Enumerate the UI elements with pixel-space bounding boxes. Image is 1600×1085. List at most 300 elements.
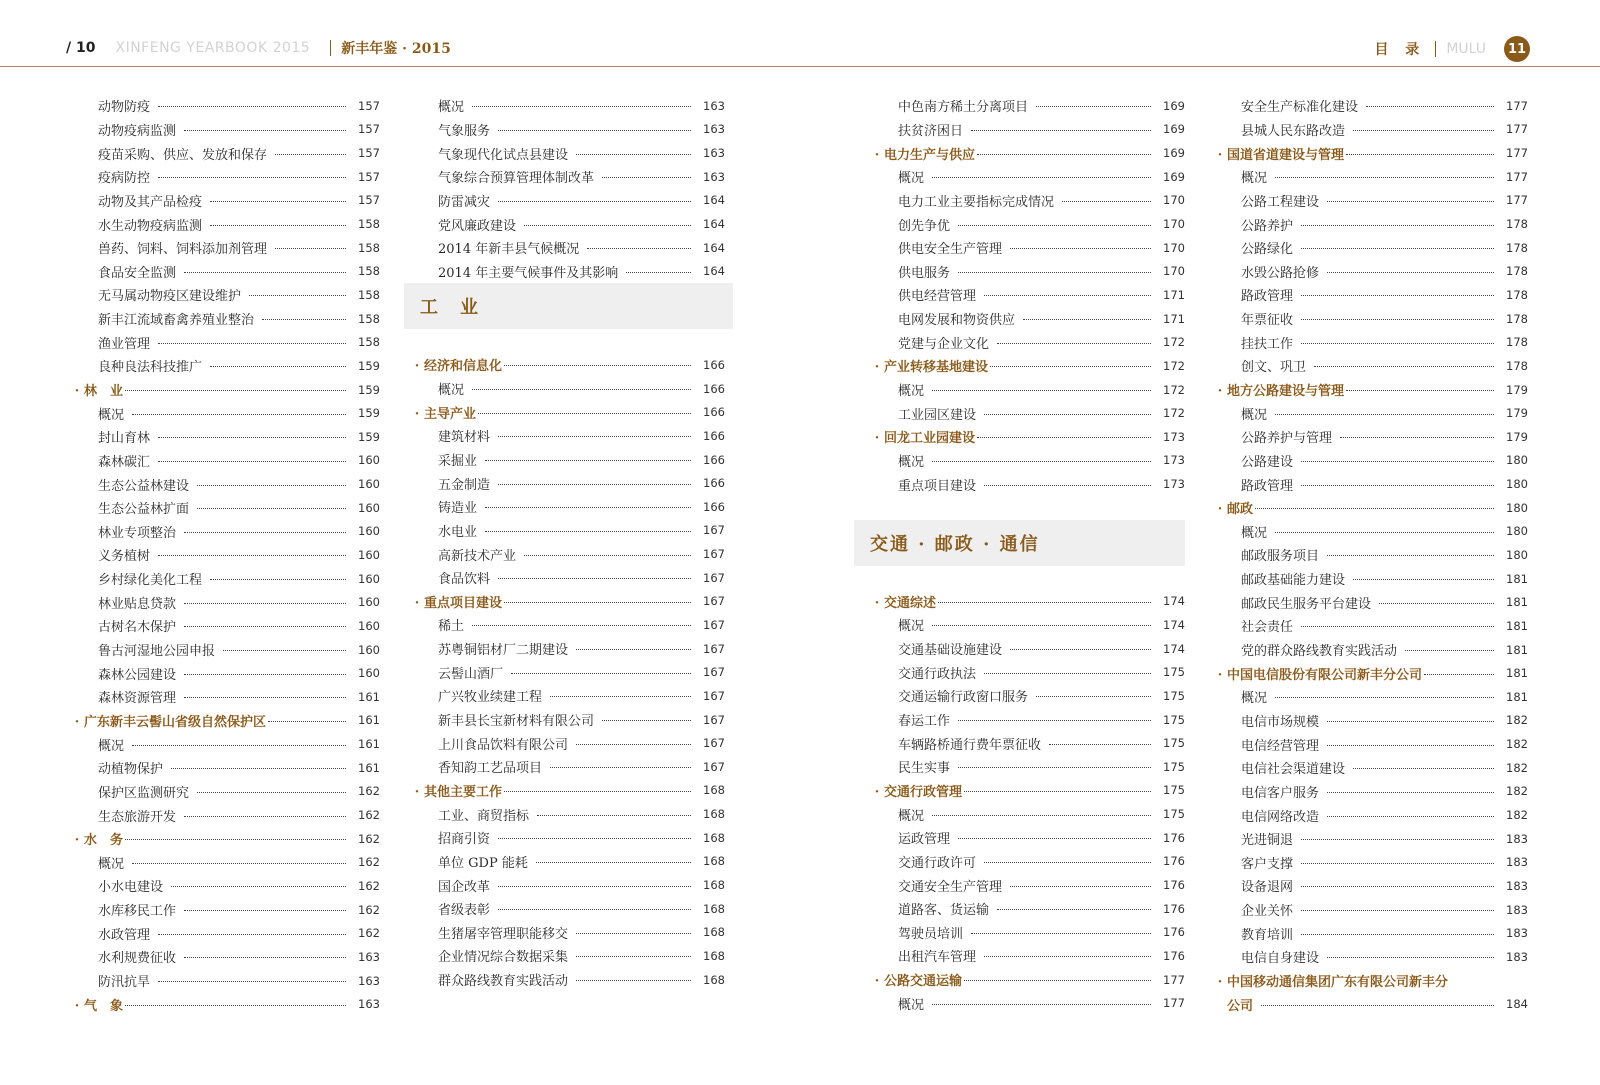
toc-entry-title: 防雷减灾 <box>438 194 491 210</box>
toc-entry[interactable] <box>72 425 380 449</box>
toc-section-entry[interactable] <box>412 779 725 803</box>
toc-entry-title: · 国道省道建设与管理 <box>1215 144 1344 163</box>
toc-entry[interactable] <box>872 684 1185 708</box>
dot-leader <box>223 650 346 651</box>
dot-leader <box>498 578 691 579</box>
dot-leader <box>472 389 691 390</box>
toc-entry[interactable] <box>412 448 725 472</box>
dot-leader <box>511 673 691 674</box>
toc-section-entry[interactable] <box>1215 141 1528 165</box>
toc-page-number: 166 <box>703 499 725 514</box>
toc-page-number: 162 <box>358 855 380 870</box>
toc-page-number: 161 <box>358 760 380 775</box>
toc-section-entry[interactable] <box>872 354 1185 378</box>
toc-page-number: 174 <box>1163 641 1185 656</box>
toc-entry[interactable] <box>1215 543 1528 567</box>
toc-entry[interactable] <box>72 567 380 591</box>
toc-entry[interactable] <box>1215 732 1528 756</box>
dot-leader <box>210 366 346 367</box>
toc-entry[interactable] <box>872 472 1185 496</box>
toc-entry[interactable] <box>412 826 725 850</box>
toc-page-number: 175 <box>1163 688 1185 703</box>
toc-entry[interactable] <box>872 826 1185 850</box>
toc-page-number: 175 <box>1163 712 1185 727</box>
toc-entry-title: 供电安全生产管理 <box>898 242 1003 258</box>
toc-entry[interactable] <box>1215 259 1528 283</box>
toc-page-number: 178 <box>1506 335 1528 350</box>
toc-section-entry[interactable] <box>72 992 380 1016</box>
dot-leader <box>602 177 691 178</box>
toc-page-number: 179 <box>1506 406 1528 421</box>
toc-entry[interactable] <box>872 307 1185 331</box>
toc-entry[interactable] <box>872 991 1185 1015</box>
toc-entry[interactable] <box>1215 165 1528 189</box>
toc-entry[interactable] <box>872 378 1185 402</box>
toc-page-number: 176 <box>1163 948 1185 963</box>
toc-entry-title: 重点项目建设 <box>898 478 977 494</box>
toc-entry[interactable] <box>1215 827 1528 851</box>
toc-section-entry[interactable] <box>872 590 1185 614</box>
dot-leader <box>184 697 346 698</box>
toc-entry[interactable] <box>72 921 380 945</box>
toc-entry[interactable] <box>72 94 380 118</box>
toc-entry[interactable] <box>872 613 1185 637</box>
dot-leader <box>1275 177 1494 178</box>
toc-entry[interactable] <box>1215 756 1528 780</box>
toc-page-number: 163 <box>358 949 380 964</box>
toc-page-number: 181 <box>1506 571 1528 586</box>
toc-entry[interactable] <box>872 330 1185 354</box>
toc-entry[interactable] <box>872 449 1185 473</box>
toc-entry-title: 客户支撑 <box>1241 856 1294 872</box>
toc-entry[interactable] <box>872 755 1185 779</box>
toc-entry[interactable] <box>72 780 380 804</box>
toc-section-entry[interactable] <box>1215 378 1528 402</box>
dot-leader <box>1301 934 1494 935</box>
toc-entry[interactable] <box>72 756 380 780</box>
toc-entry-title: 高新技术产业 <box>438 548 517 564</box>
toc-entry-title: · 回龙工业园建设 <box>872 427 975 446</box>
toc-entry[interactable] <box>412 259 725 283</box>
toc-entry[interactable] <box>412 566 725 590</box>
toc-section-entry[interactable] <box>412 590 725 614</box>
toc-page-number: 170 <box>1163 193 1185 208</box>
toc-entry-title: 邮政服务项目 <box>1241 549 1320 565</box>
dot-leader <box>984 295 1151 296</box>
toc-entry[interactable] <box>1215 94 1528 118</box>
toc-entry[interactable] <box>872 708 1185 732</box>
toc-entry-title: 动物及其产品检疫 <box>98 194 203 210</box>
toc-entry[interactable] <box>72 969 380 993</box>
toc-entry[interactable] <box>412 731 725 755</box>
toc-entry[interactable] <box>1215 449 1528 473</box>
toc-page-number: 179 <box>1506 382 1528 397</box>
toc-page-number: 160 <box>358 524 380 539</box>
toc-page-number: 172 <box>1163 382 1185 397</box>
toc-entry[interactable] <box>412 471 725 495</box>
toc-entry[interactable] <box>412 141 725 165</box>
toc-section-entry[interactable] <box>1215 496 1528 520</box>
toc-page-number: 172 <box>1163 406 1185 421</box>
toc-entry[interactable] <box>72 803 380 827</box>
toc-entry[interactable] <box>72 520 380 544</box>
toc-entry-title: 公路养护与管理 <box>1241 431 1333 447</box>
toc-page-number: 160 <box>358 477 380 492</box>
toc-entry[interactable] <box>872 731 1185 755</box>
toc-entry[interactable] <box>72 661 380 685</box>
toc-entry[interactable] <box>412 708 725 732</box>
toc-entry[interactable] <box>412 495 725 519</box>
toc-entry-title: · 邮政 <box>1215 498 1253 517</box>
toc-page-number: 168 <box>703 854 725 869</box>
toc-page-number: 175 <box>1163 665 1185 680</box>
toc-entry-title: 概况 <box>898 997 925 1013</box>
toc-entry-title: 概况 <box>1241 525 1268 541</box>
toc-entry[interactable] <box>1215 212 1528 236</box>
dot-leader <box>1327 745 1494 746</box>
toc-page-number: 166 <box>703 381 725 396</box>
toc-page-number: 183 <box>1506 855 1528 870</box>
toc-entry-title: 邮政民生服务平台建设 <box>1241 596 1372 612</box>
toc-page-number: 177 <box>1506 169 1528 184</box>
dot-leader <box>1275 697 1494 698</box>
toc-entry[interactable] <box>412 873 725 897</box>
toc-entry[interactable] <box>1215 590 1528 614</box>
toc-entry[interactable] <box>72 401 380 425</box>
toc-entry[interactable] <box>412 212 725 236</box>
toc-entry-title: 交通行政许可 <box>898 855 977 871</box>
toc-entry[interactable] <box>72 638 380 662</box>
dot-leader <box>1353 130 1494 131</box>
toc-entry-title: 气象服务 <box>438 123 491 139</box>
toc-page-number: 184 <box>1506 997 1528 1012</box>
toc-entry[interactable] <box>872 189 1185 213</box>
toc-section-entry[interactable] <box>1215 992 1528 1016</box>
toc-entry-title: 电信经营管理 <box>1241 738 1320 754</box>
dot-leader <box>997 343 1151 344</box>
toc-entry[interactable] <box>72 236 380 260</box>
toc-page-number: 162 <box>358 808 380 823</box>
toc-entry[interactable] <box>872 259 1185 283</box>
toc-entry[interactable] <box>72 449 380 473</box>
toc-entry-title: 森林公园建设 <box>98 667 177 683</box>
toc-entry[interactable] <box>1215 921 1528 945</box>
toc-page-number: 164 <box>703 264 725 279</box>
toc-entry-title: · 经济和信息化 <box>412 355 502 374</box>
dot-leader <box>576 980 691 981</box>
chapter-heading: 工 业 <box>404 283 733 329</box>
toc-entry[interactable] <box>1215 874 1528 898</box>
toc-entry[interactable] <box>72 874 380 898</box>
dot-leader <box>498 909 691 910</box>
toc-page-number: 183 <box>1506 902 1528 917</box>
toc-entry[interactable] <box>72 189 380 213</box>
toc-entry[interactable] <box>72 118 380 142</box>
toc-entry[interactable] <box>72 472 380 496</box>
toc-page-number: 173 <box>1163 453 1185 468</box>
toc-entry-title: 公路绿化 <box>1241 242 1294 258</box>
dot-leader <box>602 720 691 721</box>
toc-entry[interactable] <box>872 212 1185 236</box>
toc-entry-title: 水政管理 <box>98 927 151 943</box>
toc-entry[interactable] <box>72 543 380 567</box>
toc-entry-title: 生态公益林扩面 <box>98 502 190 518</box>
dot-leader <box>1255 508 1494 509</box>
dot-leader <box>1036 696 1151 697</box>
toc-entry[interactable] <box>1215 236 1528 260</box>
toc-page-number: 163 <box>703 122 725 137</box>
dot-leader <box>478 413 691 414</box>
toc-section-entry[interactable] <box>72 709 380 733</box>
dot-leader <box>536 862 691 863</box>
toc-entry[interactable] <box>412 519 725 543</box>
toc-entry-title: 民生实事 <box>898 761 951 777</box>
dot-leader <box>498 436 691 437</box>
dot-leader <box>1301 910 1494 911</box>
toc-section-entry[interactable] <box>1215 661 1528 685</box>
dot-leader <box>504 602 691 603</box>
toc-section-entry[interactable] <box>872 779 1185 803</box>
toc-page-number: 167 <box>703 688 725 703</box>
toc-entry[interactable] <box>872 873 1185 897</box>
toc-entry[interactable] <box>72 945 380 969</box>
toc-entry-title: 生猪屠宰管理职能移交 <box>438 926 569 942</box>
toc-entry[interactable] <box>72 496 380 520</box>
toc-entry-title: 疫病防控 <box>98 171 151 187</box>
toc-entry[interactable] <box>72 307 380 331</box>
toc-entry[interactable] <box>1215 803 1528 827</box>
toc-entry[interactable] <box>72 898 380 922</box>
toc-entry[interactable] <box>1215 851 1528 875</box>
toc-entry-title: 铸造业 <box>438 501 478 517</box>
toc-entry[interactable] <box>412 802 725 826</box>
toc-entry[interactable] <box>412 684 725 708</box>
toc-page-number: 162 <box>358 784 380 799</box>
toc-entry-title: 设备退网 <box>1241 880 1294 896</box>
toc-entry-title: 扶贫济困日 <box>898 123 964 139</box>
toc-page-number: 166 <box>703 476 725 491</box>
toc-entry[interactable] <box>412 118 725 142</box>
toc-entry-title: 出租汽车管理 <box>898 950 977 966</box>
toc-entry[interactable] <box>1215 283 1528 307</box>
toc-section-entry[interactable] <box>72 378 380 402</box>
toc-entry[interactable] <box>412 189 725 213</box>
toc-entry[interactable] <box>412 637 725 661</box>
dot-leader <box>958 225 1151 226</box>
toc-entry[interactable] <box>872 165 1185 189</box>
toc-entry[interactable] <box>412 165 725 189</box>
toc-page-number: 181 <box>1506 689 1528 704</box>
toc-entry[interactable] <box>872 118 1185 142</box>
toc-entry[interactable] <box>412 897 725 921</box>
dot-leader <box>1346 390 1494 391</box>
toc-entry-title: 路政管理 <box>1241 289 1294 305</box>
toc-entry[interactable] <box>872 637 1185 661</box>
toc-page-number: 158 <box>358 287 380 302</box>
toc-page-number: 167 <box>703 594 725 609</box>
toc-column-4 <box>1215 94 1528 1016</box>
toc-entry[interactable] <box>72 851 380 875</box>
toc-entry-title: 创文、巩卫 <box>1241 360 1307 376</box>
toc-page-number: 164 <box>703 193 725 208</box>
toc-entry[interactable] <box>72 330 380 354</box>
toc-entry[interactable] <box>1215 330 1528 354</box>
toc-entry[interactable] <box>1215 401 1528 425</box>
toc-entry[interactable] <box>872 660 1185 684</box>
toc-page-number: 160 <box>358 595 380 610</box>
dot-leader <box>125 390 346 391</box>
dot-leader <box>576 744 691 745</box>
toc-entry[interactable] <box>1215 425 1528 449</box>
toc-page-number: 158 <box>358 311 380 326</box>
toc-entry[interactable] <box>72 590 380 614</box>
toc-entry[interactable] <box>872 802 1185 826</box>
toc-entry[interactable] <box>412 377 725 401</box>
toc-entry[interactable] <box>412 94 725 118</box>
dot-leader <box>210 201 346 202</box>
toc-entry[interactable] <box>872 897 1185 921</box>
dot-leader <box>958 838 1151 839</box>
toc-page-number: 178 <box>1506 311 1528 326</box>
toc-entry[interactable] <box>412 921 725 945</box>
toc-entry[interactable] <box>872 236 1185 260</box>
dot-leader <box>1036 106 1151 107</box>
dot-leader <box>1301 626 1494 627</box>
right-title-en: MULU <box>1446 41 1486 57</box>
toc-section-entry[interactable] <box>412 353 725 377</box>
toc-entry[interactable] <box>72 732 380 756</box>
toc-entry[interactable] <box>1215 638 1528 662</box>
toc-section-entry[interactable] <box>872 425 1185 449</box>
toc-entry[interactable] <box>872 401 1185 425</box>
toc-entry-title: 森林资源管理 <box>98 691 177 707</box>
toc-entry[interactable] <box>72 283 380 307</box>
toc-entry-title: 兽药、饲料、饲料添加剂管理 <box>98 242 268 258</box>
toc-page-number: 166 <box>703 405 725 420</box>
toc-page-number: 172 <box>1163 358 1185 373</box>
toc-entry[interactable] <box>1215 709 1528 733</box>
toc-entry[interactable] <box>1215 189 1528 213</box>
toc-entry[interactable] <box>412 613 725 637</box>
toc-entry[interactable] <box>72 141 380 165</box>
dot-leader <box>158 555 346 556</box>
toc-entry-title: 水生动物疫病监测 <box>98 218 203 234</box>
toc-page-number: 180 <box>1506 477 1528 492</box>
toc-entry[interactable] <box>1215 472 1528 496</box>
dot-leader <box>184 816 346 817</box>
toc-entry[interactable] <box>1215 567 1528 591</box>
toc-page-number: 181 <box>1506 595 1528 610</box>
header-divider <box>330 40 331 56</box>
toc-entry-title: 交通基础设施建设 <box>898 643 1003 659</box>
toc-entry[interactable] <box>872 283 1185 307</box>
toc-entry[interactable] <box>72 354 380 378</box>
toc-page-number: 167 <box>703 665 725 680</box>
dot-leader <box>1327 721 1494 722</box>
toc-section-entry[interactable] <box>872 141 1185 165</box>
toc-entry[interactable] <box>1215 898 1528 922</box>
toc-entry[interactable] <box>412 542 725 566</box>
toc-entry[interactable] <box>412 755 725 779</box>
toc-entry-title: 车辆路桥通行费年票征收 <box>898 737 1042 753</box>
toc-section-entry[interactable] <box>412 400 725 424</box>
toc-entry[interactable] <box>72 165 380 189</box>
dot-leader <box>1275 414 1494 415</box>
toc-entry[interactable] <box>872 921 1185 945</box>
dot-leader <box>1049 744 1151 745</box>
toc-page-number: 162 <box>358 926 380 941</box>
toc-entry[interactable] <box>872 850 1185 874</box>
toc-entry[interactable] <box>1215 685 1528 709</box>
dot-leader <box>485 507 691 508</box>
toc-entry[interactable] <box>72 685 380 709</box>
right-page-number-badge: 11 <box>1504 36 1530 62</box>
dot-leader <box>158 343 346 344</box>
toc-entry-title: 道路客、货运输 <box>898 903 990 919</box>
toc-entry[interactable] <box>1215 614 1528 638</box>
toc-section-entry[interactable] <box>872 968 1185 992</box>
dot-leader <box>1023 319 1151 320</box>
dot-leader <box>932 177 1151 178</box>
dot-leader <box>932 625 1151 626</box>
toc-entry-title: 路政管理 <box>1241 478 1294 494</box>
dot-leader <box>1301 485 1494 486</box>
toc-entry-title: 供电服务 <box>898 265 951 281</box>
toc-page-number: 167 <box>703 547 725 562</box>
toc-entry[interactable] <box>412 236 725 260</box>
dot-leader <box>275 248 346 249</box>
toc-page-number: 166 <box>703 357 725 372</box>
toc-page-number: 175 <box>1163 807 1185 822</box>
toc-entry-title: 森林碳汇 <box>98 454 151 470</box>
toc-entry-title: 新丰县长宝新材料有限公司 <box>438 714 595 730</box>
toc-section-entry[interactable] <box>1215 969 1528 993</box>
dot-leader <box>977 437 1151 438</box>
toc-entry[interactable] <box>72 259 380 283</box>
toc-entry[interactable] <box>412 850 725 874</box>
dot-leader <box>984 485 1151 486</box>
toc-page-number: 183 <box>1506 926 1528 941</box>
toc-entry[interactable] <box>412 424 725 448</box>
toc-entry[interactable] <box>1215 945 1528 969</box>
dot-leader <box>932 390 1151 391</box>
toc-entry[interactable] <box>72 212 380 236</box>
dot-leader <box>971 933 1151 934</box>
toc-entry[interactable] <box>412 968 725 992</box>
toc-entry-title: 企业关怀 <box>1241 904 1294 920</box>
toc-page-number: 160 <box>358 500 380 515</box>
toc-entry-title: 招商引资 <box>438 832 491 848</box>
toc-entry[interactable] <box>412 944 725 968</box>
toc-entry-title: · 其他主要工作 <box>412 781 502 800</box>
dot-leader <box>1346 154 1494 155</box>
toc-entry[interactable] <box>1215 307 1528 331</box>
toc-entry[interactable] <box>72 614 380 638</box>
toc-entry[interactable] <box>1215 354 1528 378</box>
toc-page-number: 163 <box>358 973 380 988</box>
toc-entry-title: 邮政基础能力建设 <box>1241 573 1346 589</box>
dot-leader <box>1301 295 1494 296</box>
toc-entry[interactable] <box>1215 780 1528 804</box>
toc-section-entry[interactable] <box>72 827 380 851</box>
toc-page-number: 180 <box>1506 547 1528 562</box>
toc-entry[interactable] <box>412 660 725 684</box>
toc-page-number: 177 <box>1163 972 1185 987</box>
toc-entry[interactable] <box>1215 118 1528 142</box>
toc-entry[interactable] <box>872 94 1185 118</box>
toc-entry[interactable] <box>1215 520 1528 544</box>
toc-entry[interactable] <box>872 944 1185 968</box>
